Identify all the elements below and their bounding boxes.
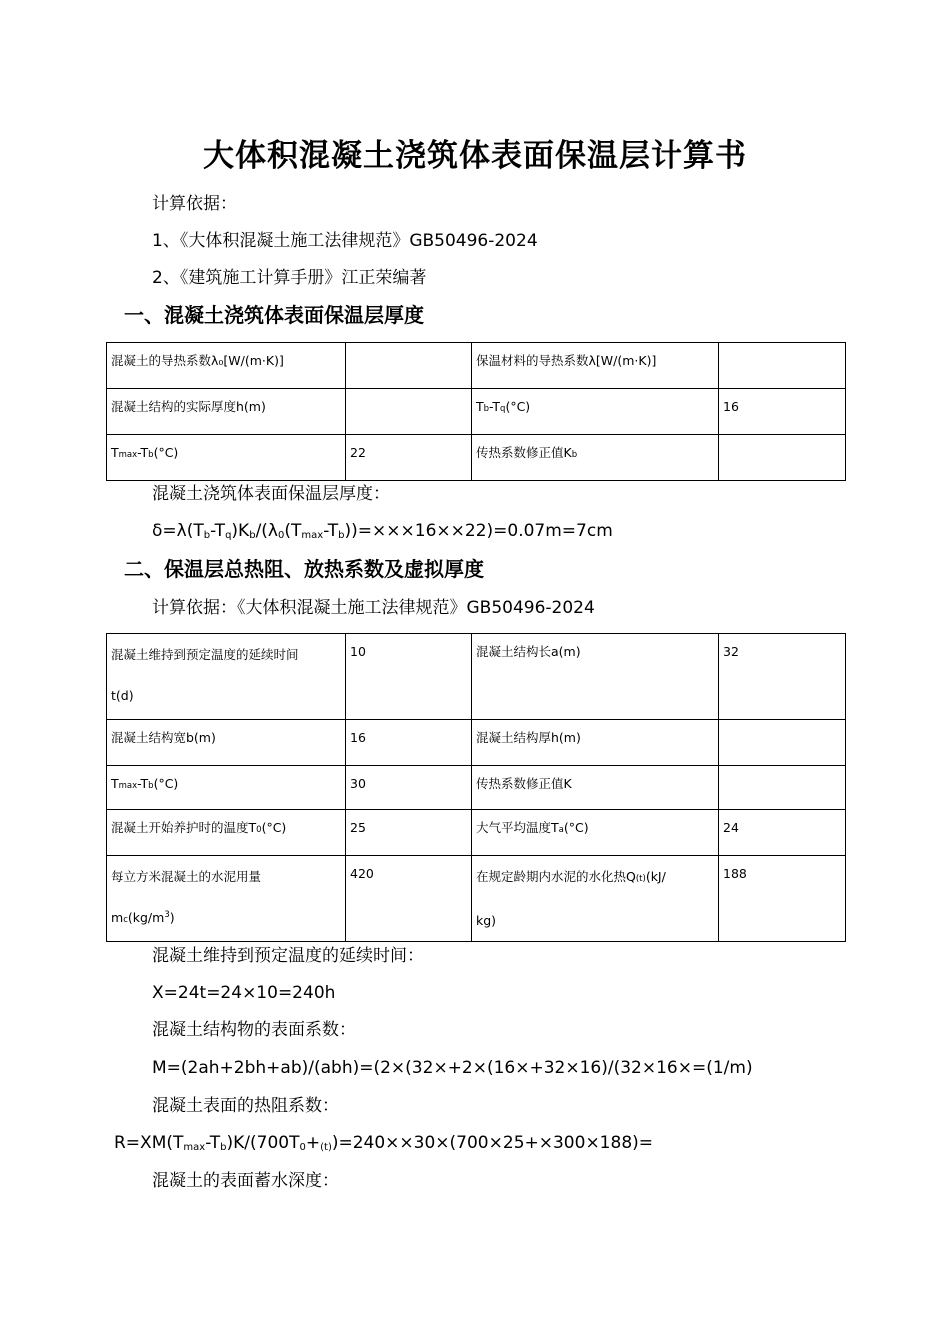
table-cell xyxy=(107,766,346,810)
table-cell xyxy=(107,389,346,435)
table-row xyxy=(107,389,846,435)
cell-label: 传热系数修正值K xyxy=(476,776,572,791)
thickness-formula: δ=λ(Tb-Tq)Kb/(λ0(Tmax-Tb))=×××16××22)=0.07m=7cm xyxy=(152,521,613,541)
cell-label: 在规定龄期内水泥的水化热Q(t)(kJ/ xyxy=(476,869,666,884)
surface-coef-formula: M=(2ah+2bh+ab)/(abh)=(2×(32×+2×(16×+32×16)/(32×16×=(1/m) xyxy=(152,1058,753,1078)
cell-label: $mc(kg/m^3)$ xyxy=(111,909,175,925)
table-cell xyxy=(346,343,472,389)
cell-label: 每立方米混凝土的水泥用量 xyxy=(111,869,262,884)
section2-heading: 二、保温层总热阻、放热系数及虚拟厚度 xyxy=(124,557,484,581)
table-row xyxy=(107,435,846,481)
basis-item-1: 1、《大体积混凝土施工法律规范》GB50496-2024 xyxy=(152,231,538,251)
cell-value: 16 xyxy=(350,730,366,745)
page-title: 大体积混凝土浇筑体表面保温层计算书 xyxy=(203,138,747,174)
table-cell xyxy=(346,634,472,720)
table-cell xyxy=(107,720,346,766)
table-cell xyxy=(719,766,846,810)
table-cell xyxy=(346,856,472,942)
duration-label: 混凝土维持到预定温度的延续时间： xyxy=(152,946,424,966)
table-cell xyxy=(719,343,846,389)
table-cell xyxy=(107,634,346,720)
table-cell xyxy=(472,343,719,389)
table-cell xyxy=(107,856,346,942)
table-row xyxy=(107,810,846,856)
water-depth-label: 混凝土的表面蓄水深度： xyxy=(152,1171,339,1191)
cell-value: 420 xyxy=(350,866,374,881)
table-row xyxy=(107,856,846,942)
table-cell xyxy=(346,720,472,766)
table-cell xyxy=(719,634,846,720)
table-cell xyxy=(472,856,719,942)
table-row xyxy=(107,720,846,766)
table-cell xyxy=(719,810,846,856)
section1-heading: 一、混凝土浇筑体表面保温层厚度 xyxy=(124,303,424,327)
cell-value: 32 xyxy=(723,644,739,659)
table-cell xyxy=(472,810,719,856)
cell-label: Tmax-Tb(°C) xyxy=(111,445,179,460)
basis-item-2: 2、《建筑施工计算手册》江正荣编著 xyxy=(152,268,427,288)
cell-label: kg) xyxy=(476,913,497,928)
table-cell xyxy=(472,634,719,720)
heat-params-table xyxy=(106,633,846,942)
table-cell xyxy=(719,435,846,481)
table-row xyxy=(107,343,846,389)
thermal-resistance-label: 混凝土表面的热阻系数： xyxy=(152,1096,339,1116)
table-cell xyxy=(107,435,346,481)
thickness-label: 混凝土浇筑体表面保温层厚度： xyxy=(152,484,390,504)
table-cell xyxy=(107,810,346,856)
cell-value: 188 xyxy=(723,866,747,881)
surface-coef-label: 混凝土结构物的表面系数： xyxy=(152,1020,356,1040)
table-cell xyxy=(719,389,846,435)
cell-label: 保温材料的导热系数λ[W/(m·K)] xyxy=(476,353,657,368)
cell-label: 混凝土开始养护时的温度T0(°C) xyxy=(111,820,287,835)
thermal-resistance-formula: R=XM(Tmax-Tb)K/(700T0+(t))=240××30×(700×25+×300×188)= xyxy=(114,1133,654,1153)
table-cell xyxy=(346,389,472,435)
cell-value: 10 xyxy=(350,644,366,659)
table-cell xyxy=(719,856,846,942)
table-cell xyxy=(472,720,719,766)
cell-value: 25 xyxy=(350,820,366,835)
table-cell xyxy=(472,389,719,435)
cell-value: 24 xyxy=(723,820,739,835)
table-cell xyxy=(107,343,346,389)
table-row xyxy=(107,766,846,810)
table-cell xyxy=(346,766,472,810)
cell-label: t(d) xyxy=(111,688,134,703)
table-cell xyxy=(472,435,719,481)
table-row xyxy=(107,634,846,720)
cell-value: 30 xyxy=(350,776,366,791)
duration-formula: X=24t=24×10=240h xyxy=(152,983,336,1003)
table-cell xyxy=(719,720,846,766)
cell-label: 混凝土结构长a(m) xyxy=(476,644,581,659)
cell-label: Tb-Tq(°C) xyxy=(476,399,531,414)
section2-basis: 计算依据：《大体积混凝土施工法律规范》GB50496-2024 xyxy=(152,598,595,618)
insulation-params-table xyxy=(106,342,846,481)
cell-label: 混凝土的导热系数λ₀[W/(m·K)] xyxy=(111,353,284,368)
table-cell xyxy=(472,766,719,810)
cell-label: 大气平均温度Ta(°C) xyxy=(476,820,589,835)
cell-value: 16 xyxy=(723,399,739,414)
cell-label: Tmax-Tb(°C) xyxy=(111,776,179,791)
cell-value: 22 xyxy=(350,445,366,460)
cell-label: 混凝土结构的实际厚度h(m) xyxy=(111,399,266,414)
basis-label: 计算依据： xyxy=(152,194,237,214)
cell-label: 混凝土结构厚h(m) xyxy=(476,730,581,745)
table-cell xyxy=(346,810,472,856)
cell-label: 传热系数修正值Kb xyxy=(476,445,578,460)
cell-label: 混凝土结构宽b(m) xyxy=(111,730,216,745)
cell-label: 混凝土维持到预定温度的延续时间 xyxy=(111,647,299,662)
table-cell xyxy=(346,435,472,481)
